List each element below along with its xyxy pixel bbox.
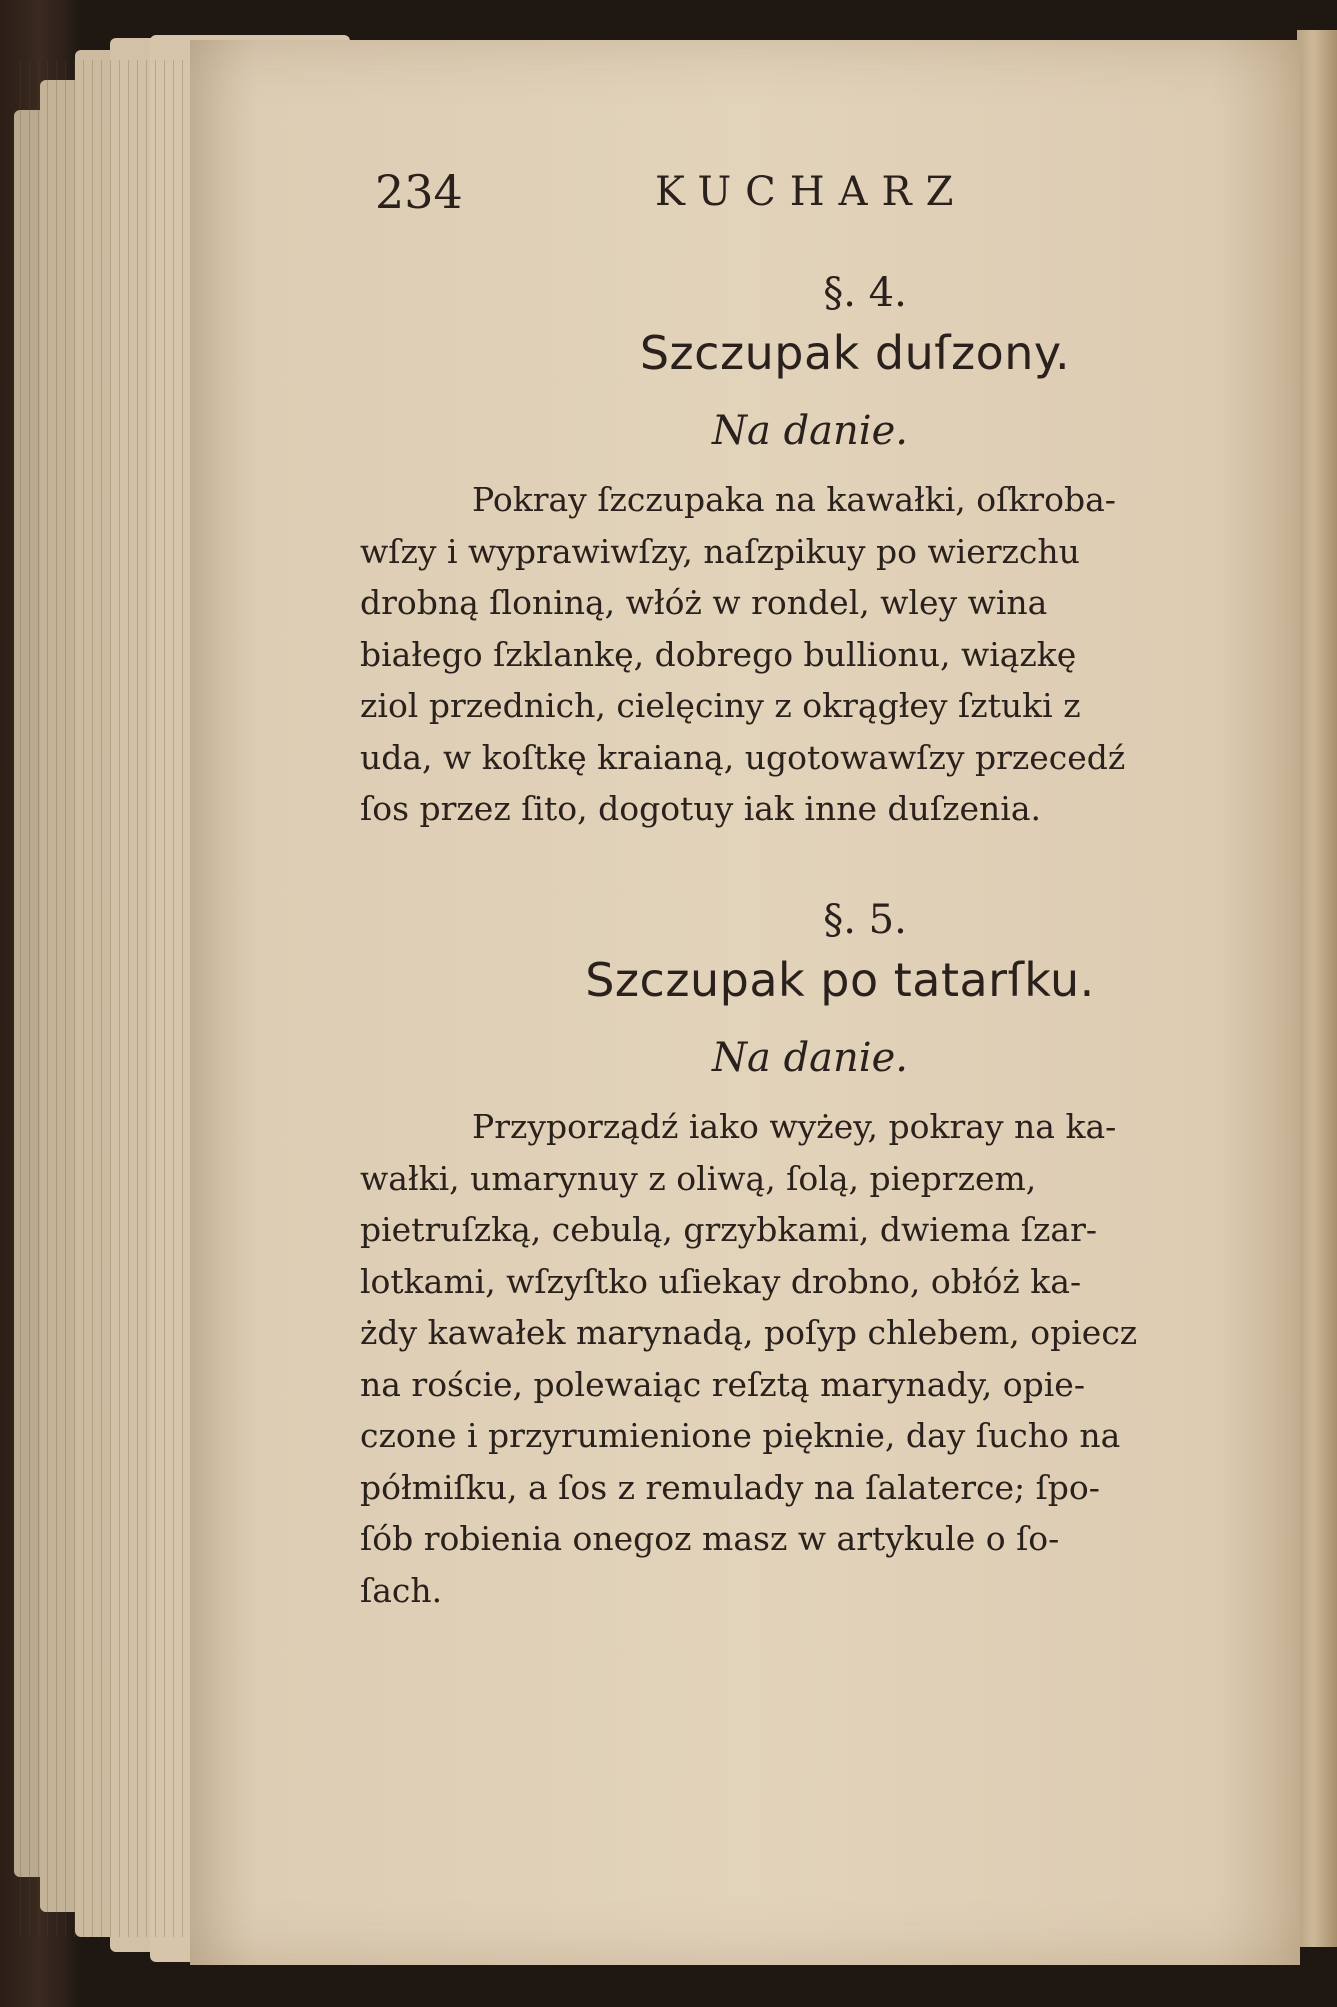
body-line: lotkami, wſzyſtko uſiekay drobno, obłóż ka- bbox=[360, 1261, 1082, 1301]
section-subtitle: Na danie. bbox=[712, 1035, 908, 1081]
running-head bbox=[375, 165, 968, 225]
section-title: Szczupak po tatarſku. bbox=[585, 953, 1095, 1007]
section-5 bbox=[360, 895, 1200, 1616]
section-4 bbox=[360, 268, 1200, 835]
body-line: drobną ſloniną, włóż w rondel, wley wina bbox=[360, 583, 1048, 622]
page-edge-lines bbox=[20, 60, 210, 1937]
body-line: ſach. bbox=[360, 1570, 443, 1610]
body-line: Pokray ſzczupaka na kawałki, oſkroba- bbox=[472, 480, 1116, 519]
section-body bbox=[360, 474, 1200, 835]
body-line: ſos przez ſito, dogotuy iak inne duſzenia. bbox=[360, 789, 1041, 828]
section-mark: §. 4. bbox=[823, 270, 907, 316]
body-line: wſzy i wyprawiwſzy, naſzpikuy po wierzchu bbox=[360, 531, 1080, 571]
section-body bbox=[360, 1101, 1200, 1616]
section-title: Szczupak duſzony. bbox=[639, 326, 1071, 380]
body-line: półmiſku, a ſos z remulady na ſalaterce; ſpo- bbox=[360, 1467, 1100, 1507]
body-line: na roście, polewaiąc reſztą marynady, opie- bbox=[360, 1364, 1085, 1404]
body-line: wałki, umarynuy z oliwą, ſolą, pieprzem, bbox=[360, 1158, 1037, 1198]
next-page-edge bbox=[1297, 30, 1337, 1947]
body-line: Przyporządź iako wyżey, pokray na ka- bbox=[472, 1107, 1117, 1146]
section-subtitle: Na danie. bbox=[712, 408, 908, 454]
body-line: białego ſzklankę, dobrego bullionu, wiązkę bbox=[360, 634, 1077, 674]
page-number: 234 bbox=[375, 165, 463, 219]
body-line: żdy kawałek marynadą, poſyp chlebem, opiecz bbox=[360, 1313, 1138, 1352]
body-line: uda, w koſtkę kraianą, ugotowawſzy przecedź bbox=[360, 737, 1126, 777]
running-title: KUCHARZ bbox=[655, 169, 968, 215]
body-line: ziol przednich, cielęciny z okrągłey ſztuki z bbox=[360, 686, 1081, 725]
body-line: ſób robienia onegoz masz w artykule o ſo- bbox=[360, 1519, 1060, 1558]
body-line: czone i przyrumienione pięknie, day ſucho na bbox=[360, 1416, 1121, 1455]
body-line: pietruſzką, cebulą, grzybkami, dwiema ſzar- bbox=[360, 1210, 1098, 1249]
section-mark: §. 5. bbox=[823, 897, 907, 943]
